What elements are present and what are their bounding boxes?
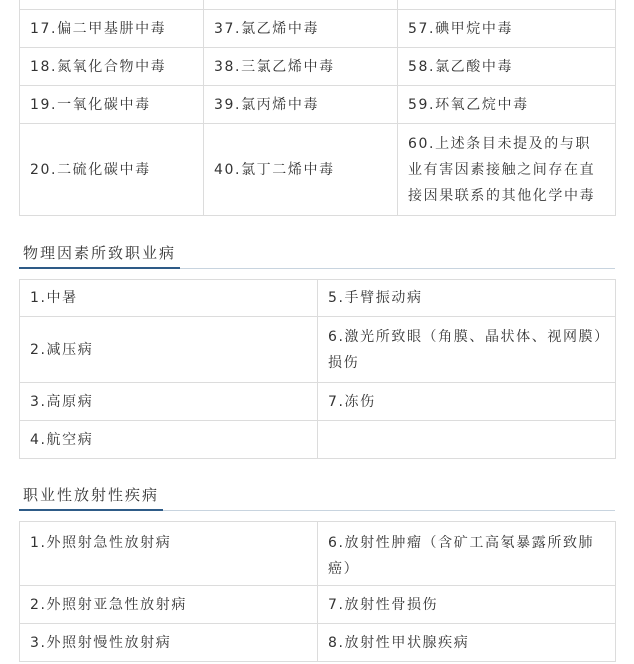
table-cell: 39.氯丙烯中毒 [204, 86, 398, 124]
table-cell: 6.激光所致眼（角膜、晶状体、视网膜）损伤 [318, 317, 616, 383]
table-cell: 4.航空病 [20, 421, 318, 459]
table-row [20, 124, 616, 216]
table-cell: 2.外照射亚急性放射病 [20, 586, 318, 624]
section-title: 职业性放射性疾病 [19, 484, 163, 511]
table-row [20, 421, 616, 459]
table-cell: 18.氮氧化合物中毒 [20, 48, 204, 86]
table-cell [20, 0, 204, 10]
table-row [20, 383, 616, 421]
table-cell: 3.外照射慢性放射病 [20, 624, 318, 662]
table-row [20, 624, 616, 662]
radiation-diseases-table [19, 521, 616, 662]
table-cell: 60.上述条目未提及的与职业有害因素接触之间存在直接因果联系的其他化学中毒 [398, 124, 616, 216]
table-row [20, 86, 616, 124]
table-row [20, 522, 616, 586]
table-cell: 20.二硫化碳中毒 [20, 124, 204, 216]
section-heading-physical [19, 240, 615, 269]
table-cell: 58.氯乙酸中毒 [398, 48, 616, 86]
table-cell: 1.中暑 [20, 280, 318, 317]
table-cell: 6.放射性肿瘤（含矿工高氡暴露所致肺癌） [318, 522, 616, 586]
chemical-poisoning-table [19, 0, 616, 216]
table-cell: 2.减压病 [20, 317, 318, 383]
table-cell: 7.冻伤 [318, 383, 616, 421]
table-cell [398, 0, 616, 10]
table-cell: 3.高原病 [20, 383, 318, 421]
physical-diseases-table [19, 279, 616, 459]
table-cell: 19.一氧化碳中毒 [20, 86, 204, 124]
section-title: 物理因素所致职业病 [19, 242, 180, 269]
table-cell: 1.外照射急性放射病 [20, 522, 318, 586]
table-cell: 59.环氧乙烷中毒 [398, 86, 616, 124]
table-cell: 57.碘甲烷中毒 [398, 10, 616, 48]
table-cell: 40.氯丁二烯中毒 [204, 124, 398, 216]
table-cell [318, 421, 616, 459]
table-cell: 38.三氯乙烯中毒 [204, 48, 398, 86]
table-row [20, 280, 616, 317]
table-row [20, 48, 616, 86]
table-cell: 7.放射性骨损伤 [318, 586, 616, 624]
table-cell: 8.放射性甲状腺疾病 [318, 624, 616, 662]
table-cell: 17.偏二甲基肼中毒 [20, 10, 204, 48]
table-row [20, 586, 616, 624]
table-row [20, 0, 616, 10]
section-heading-radiation [19, 482, 615, 511]
table-row [20, 317, 616, 383]
table-cell: 5.手臂振动病 [318, 280, 616, 317]
table-cell: 37.氯乙烯中毒 [204, 10, 398, 48]
table-cell [204, 0, 398, 10]
table-row [20, 10, 616, 48]
